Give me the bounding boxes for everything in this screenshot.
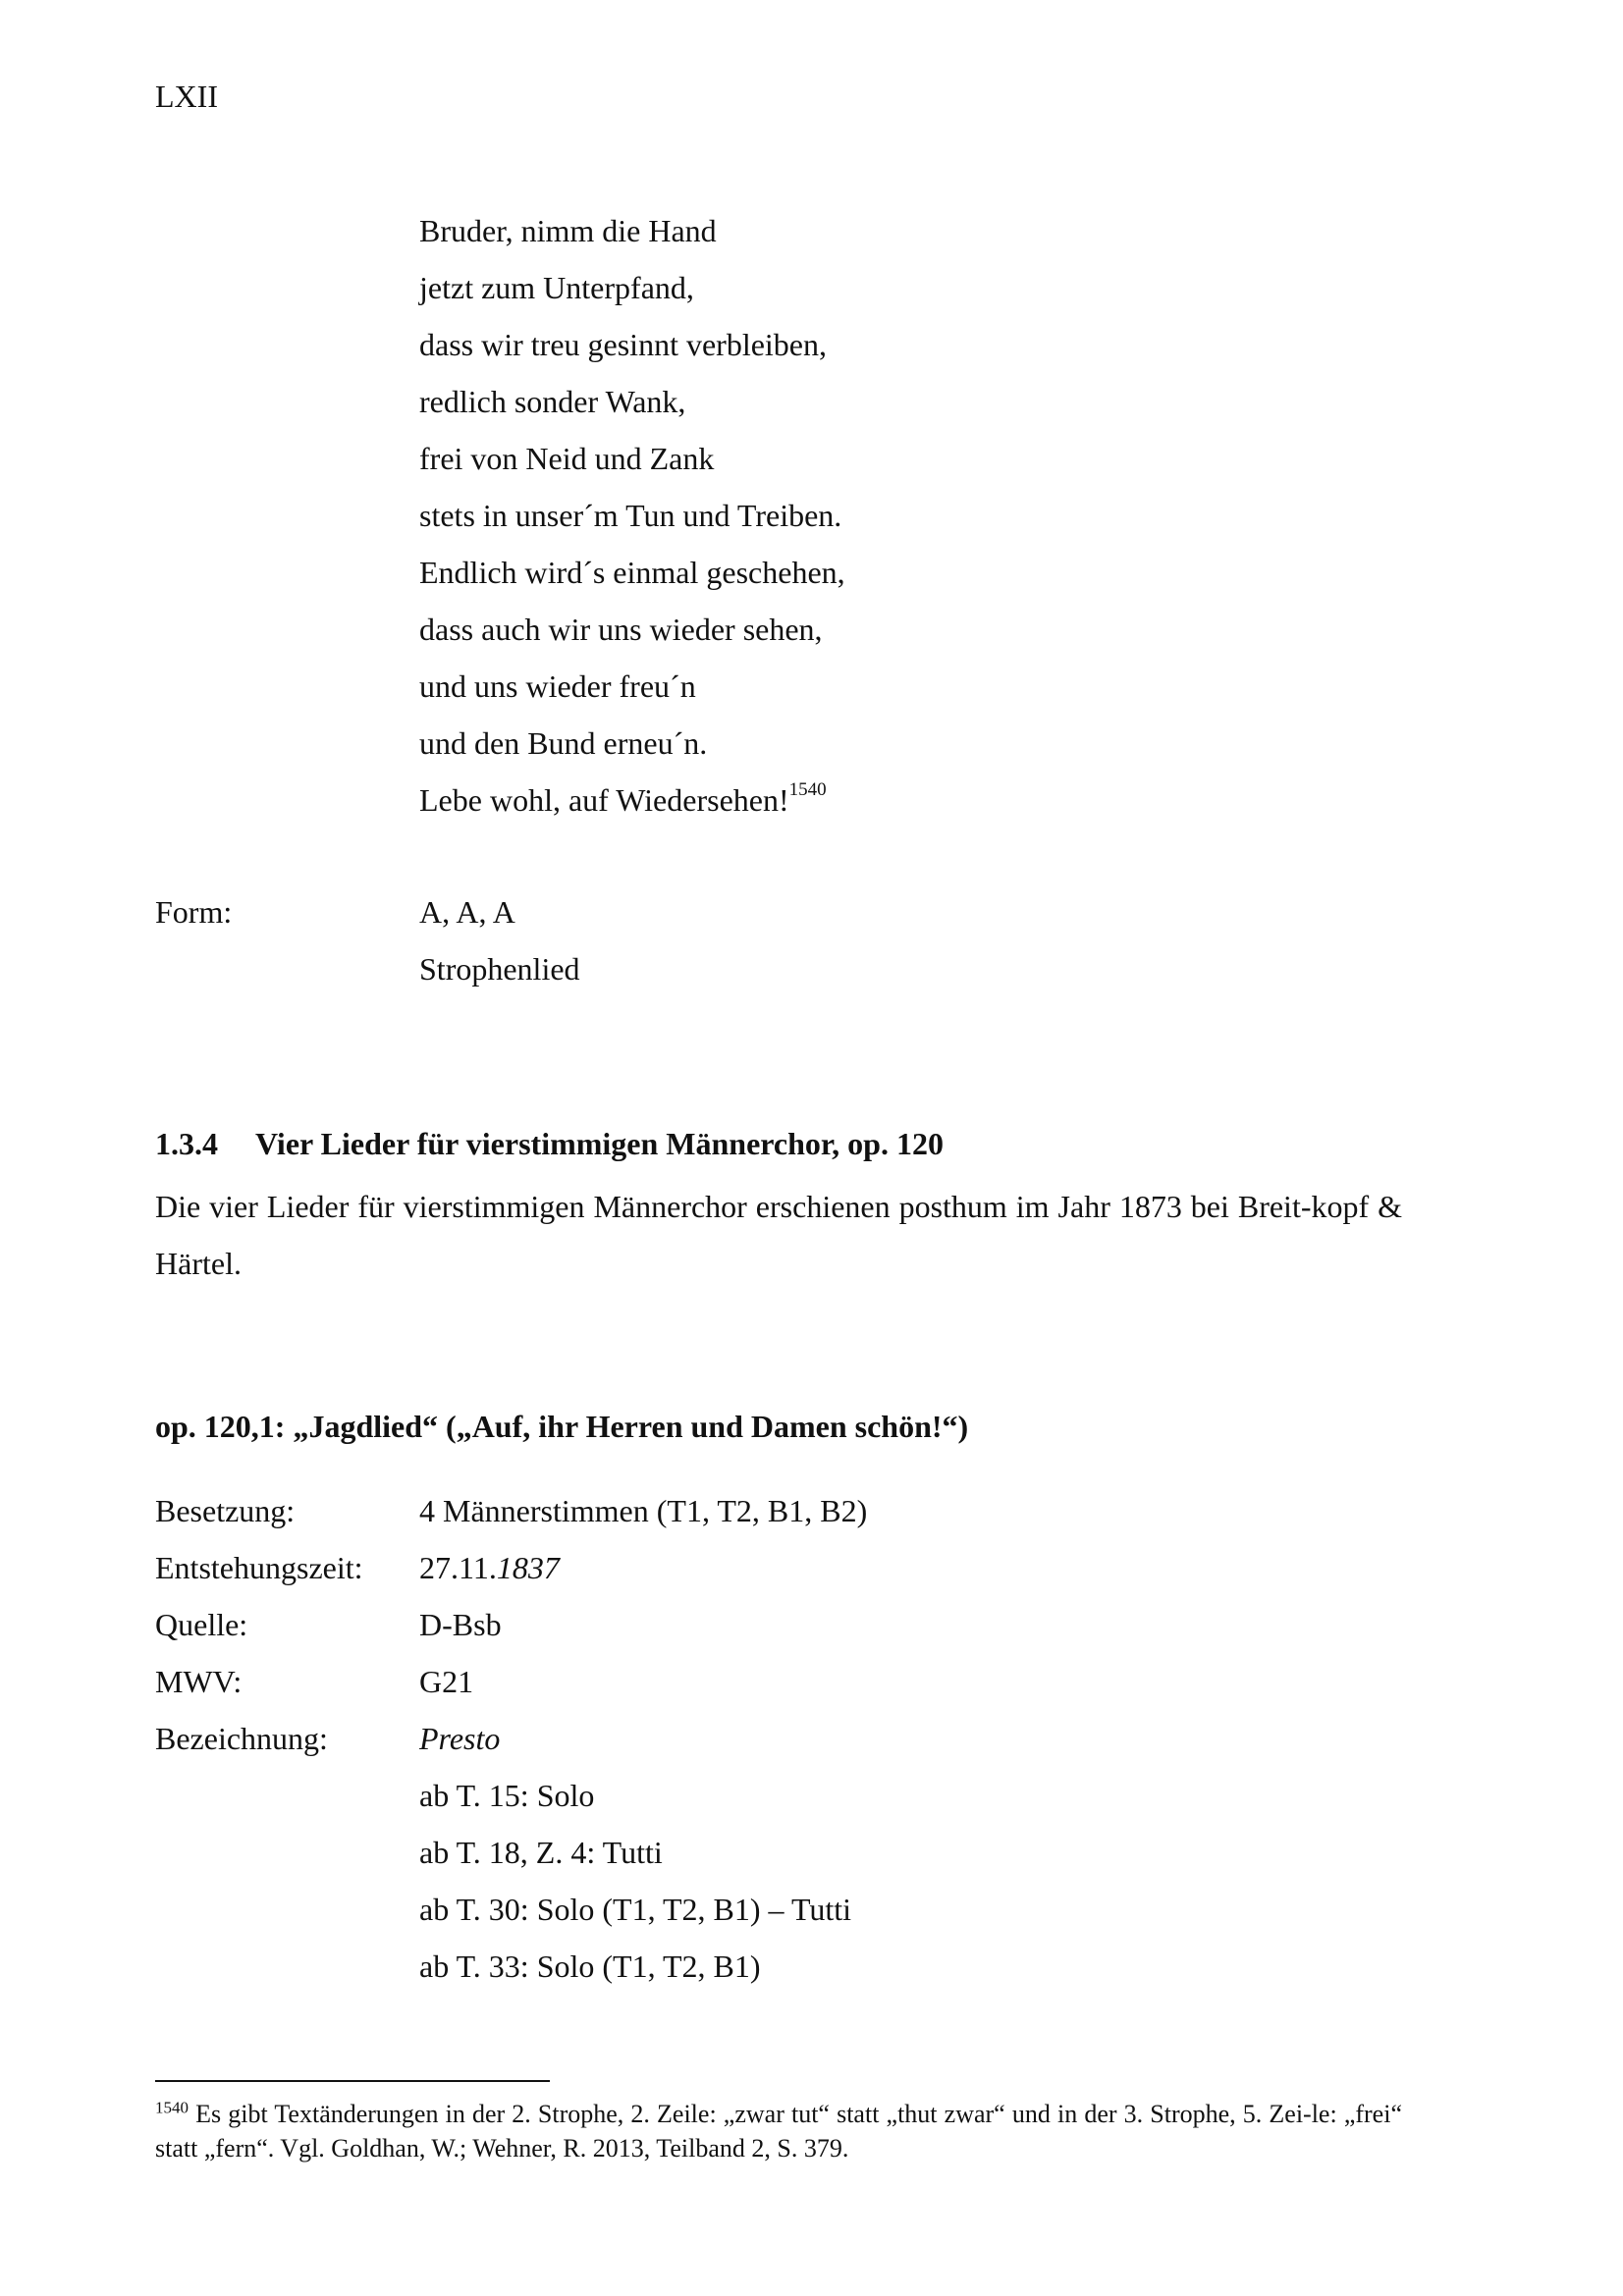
poem-line: frei von Neid und Zank [419,441,715,476]
section-paragraph: Die vier Lieder für vierstimmigen Männerchor erschienen posthum im Jahr 1873 bei Breit-kopf & Härtel. [155,1189,1402,1281]
detail-value: D-Bsb [419,1607,502,1642]
page-number: LXII [155,79,218,114]
poem-line: Endlich wird´s einmal geschehen, [419,555,845,590]
footnote-reference[interactable]: 1540 [788,779,827,801]
form-label: Form: [155,894,233,930]
work-details [155,1491,867,2003]
detail-value: Presto [419,1721,501,1756]
footnote-divider [155,2080,550,2082]
detail-row-bezeichnung [155,1719,867,1776]
poem-line-text: Lebe wohl, auf Wiedersehen! [419,782,789,818]
form-row [155,892,580,949]
detail-label: MWV: [155,1664,243,1699]
form-value: Strophenlied [419,951,580,987]
poem-line: stets in unser´m Tun und Treiben. [419,498,842,533]
form-block [155,892,580,1006]
detail-row-bezeichnung-cont [155,1890,867,1947]
poem-line-last [419,780,845,837]
poem-line: dass wir treu gesinnt verbleiben, [419,327,827,362]
poem-block [419,211,845,837]
detail-row-bezeichnung-cont [155,1776,867,1833]
work-title: op. 120,1: „Jagdlied“ („Auf, ihr Herren und Damen schön!“) [155,1409,969,1444]
detail-label: Bezeichnung: [155,1721,328,1756]
footnote-number: 1540 [155,2098,189,2117]
poem-line: und den Bund erneu´n. [419,725,708,761]
detail-value: 4 Männerstimmen (T1, T2, B1, B2) [419,1493,868,1528]
detail-row-besetzung [155,1491,867,1548]
detail-label: Quelle: [155,1607,248,1642]
poem-line: jetzt zum Unterpfand, [419,270,694,305]
section-number: 1.3.4 [155,1126,218,1161]
footnote [155,2097,1402,2165]
footnote-text: Es gibt Textänderungen in der 2. Strophe, 2. Zeile: „zwar tut“ statt „thut zwar“ und in der 3. Strophe, 5. Zei-le: „frei“ statt „fern“. Vgl. Goldhan, W.; Wehner, R. 2013, Teilband 2, S. 379. [155,2100,1402,2163]
detail-row-bezeichnung-cont [155,1833,867,1890]
poem-line: und uns wieder freu´n [419,668,696,704]
detail-value: ab T. 15: Solo [419,1778,595,1813]
detail-label: Entstehungszeit: [155,1550,363,1585]
detail-row-quelle [155,1605,867,1662]
form-row [155,949,580,1006]
detail-label: Besetzung: [155,1493,296,1528]
section-heading [155,1124,944,1163]
detail-value: ab T. 30: Solo (T1, T2, B1) – Tutti [419,1892,852,1927]
detail-row-entstehungszeit [155,1548,867,1605]
form-value: A, A, A [419,894,515,930]
detail-value: G21 [419,1664,474,1699]
detail-value: ab T. 33: Solo (T1, T2, B1) [419,1949,761,1984]
detail-year: 1837 [496,1550,560,1585]
section-title: Vier Lieder für vierstimmigen Männerchor, op. 120 [255,1126,944,1161]
detail-value: ab T. 18, Z. 4: Tutti [419,1835,663,1870]
detail-row-bezeichnung-cont [155,1947,867,2003]
poem-line: redlich sonder Wank, [419,384,686,419]
detail-row-mwv [155,1662,867,1719]
poem-line: dass auch wir uns wieder sehen, [419,612,823,647]
detail-date: 27.11. [419,1550,497,1585]
poem-line: Bruder, nimm die Hand [419,213,717,248]
detail-value [419,1548,560,1605]
